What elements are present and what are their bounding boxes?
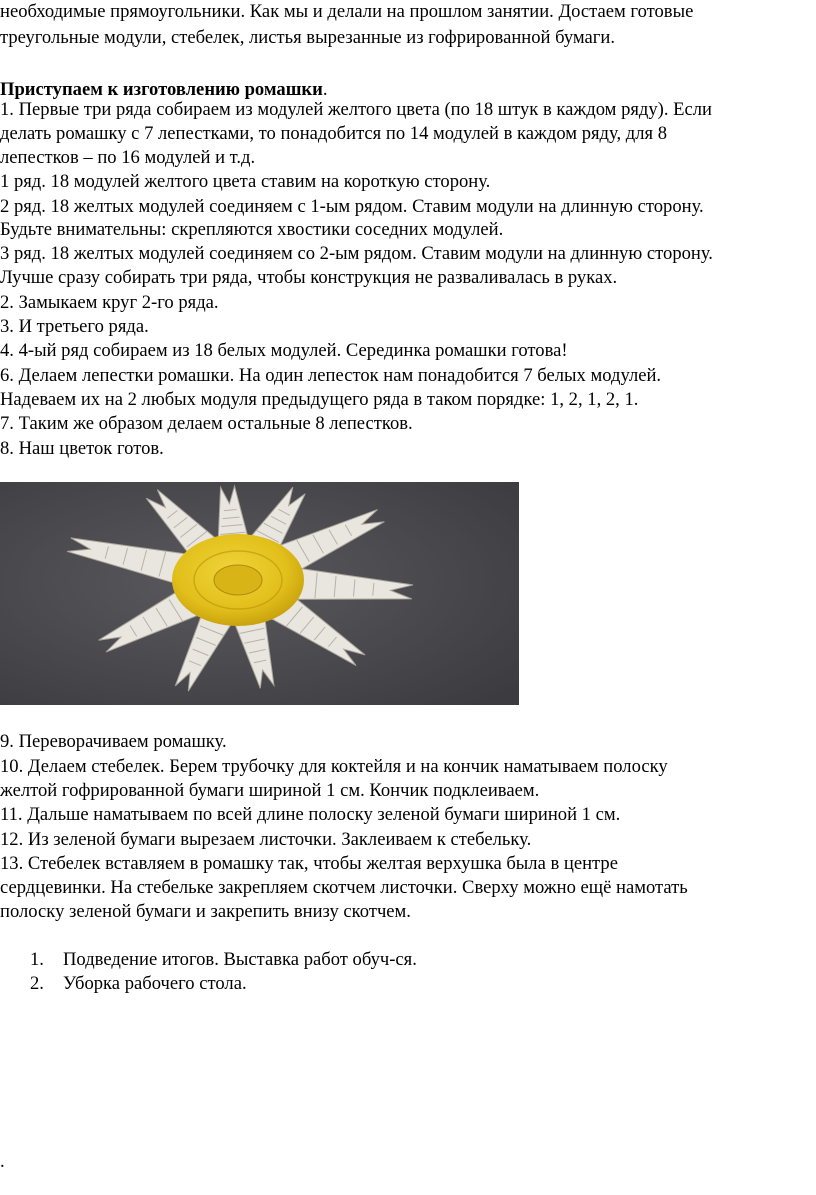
step-line: 6. Делаем лепестки ромашки. На один лепесток нам понадобится 7 белых модулей.: [0, 365, 662, 386]
step-line: 8. Наш цветок готов.: [0, 438, 164, 459]
step-line: 11. Дальше наматываем по всей длине полоску зеленой бумаги шириной 1 см.: [0, 804, 621, 825]
final-list-text: Подведение итогов. Выставка работ обуч-ся.: [63, 949, 417, 970]
step-line: 1. Первые три ряда собираем из модулей желтого цвета (по 18 штук в каждом ряду). Если: [0, 99, 713, 120]
step-line: 9. Переворачиваем ромашку.: [0, 731, 227, 752]
intro-line-2: треугольные модули, стебелек, листья вырезанные из гофрированной бумаги.: [0, 27, 616, 48]
step-line: 3. И третьего ряда.: [0, 316, 149, 337]
final-list-number: 2.: [30, 973, 44, 994]
step-line: лепестков – по 16 модулей и т.д.: [0, 147, 256, 168]
step-line: желтой гофрированной бумаги шириной 1 см. Кончик подклеиваем.: [0, 780, 540, 801]
final-list-number: 1.: [30, 949, 44, 970]
center-core: [214, 565, 262, 595]
chamomile-photo: [0, 482, 519, 705]
step-line: Будьте внимательны: скрепляются хвостики соседних модулей.: [0, 219, 504, 240]
heading-period: .: [322, 79, 328, 100]
step-line: 2 ряд. 18 желтых модулей соединяем с 1-ым рядом. Ставим модули на длинную сторону.: [0, 196, 704, 217]
trailing-dot: .: [0, 1151, 5, 1172]
step-line: 7. Таким же образом делаем остальные 8 лепестков.: [0, 413, 413, 434]
heading-text: Приступаем к изготовлению ромашки: [0, 79, 323, 100]
intro-line-1: необходимые прямоугольники. Как мы и делали на прошлом занятии. Достаем готовые: [0, 1, 694, 22]
step-line: сердцевинки. На стебельке закрепляем скотчем листочки. Сверху можно ещё намотать: [0, 877, 688, 898]
final-list-text: Уборка рабочего стола.: [63, 973, 247, 994]
step-line: Лучше сразу собирать три ряда, чтобы конструкция не разваливалась в руках.: [0, 267, 618, 288]
step-line: полоску зеленой бумаги и закрепить внизу скотчем.: [0, 901, 411, 922]
chamomile-illustration: [0, 482, 519, 705]
step-line: 4. 4-ый ряд собираем из 18 белых модулей. Серединка ромашки готова!: [0, 340, 568, 361]
step-line: 12. Из зеленой бумаги вырезаем листочки. Заклеиваем к стебельку.: [0, 829, 532, 850]
step-line: 2. Замыкаем круг 2-го ряда.: [0, 292, 219, 313]
step-line: делать ромашку с 7 лепестками, то понадобится по 14 модулей в каждом ряду, для 8: [0, 123, 667, 144]
step-line: 13. Стебелек вставляем в ромашку так, чтобы желтая верхушка была в центре: [0, 853, 618, 874]
step-line: 3 ряд. 18 желтых модулей соединяем со 2-ым рядом. Ставим модули на длинную сторону.: [0, 243, 713, 264]
step-line: Надеваем их на 2 любых модуля предыдущего ряда в таком порядке: 1, 2, 1, 2, 1.: [0, 389, 639, 410]
step-line: 1 ряд. 18 модулей желтого цвета ставим на короткую сторону.: [0, 171, 491, 192]
step-line: 10. Делаем стебелек. Берем трубочку для коктейля и на кончик наматываем полоску: [0, 756, 668, 777]
